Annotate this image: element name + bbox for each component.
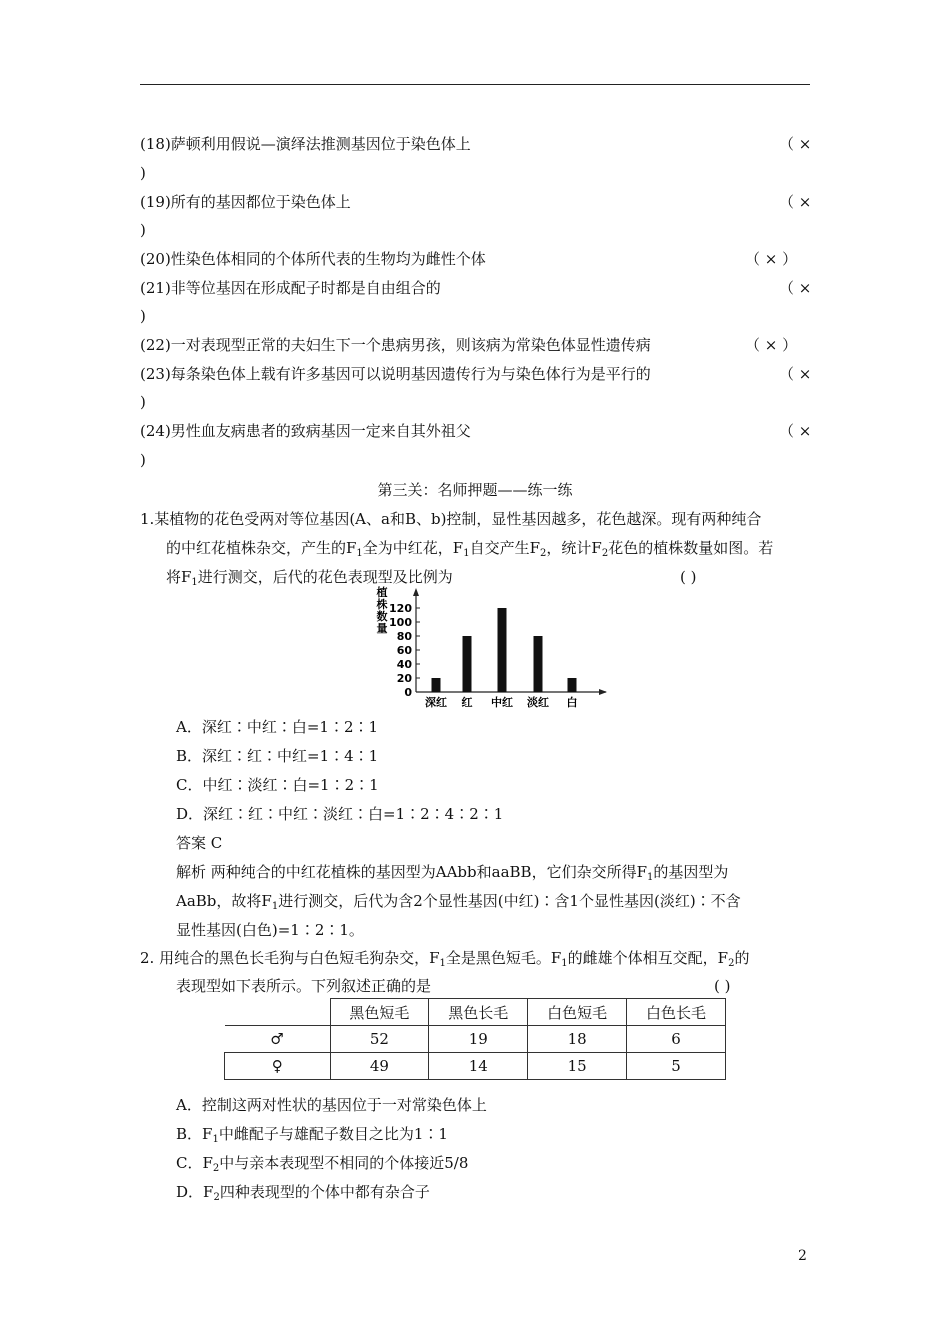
row-label-male: ♂	[225, 1026, 331, 1053]
x-categories	[425, 695, 578, 709]
q2-stem-line2: 表现型如下表所示。下列叙述正确的是	[176, 977, 432, 995]
table-row	[225, 1053, 726, 1080]
q1-stem-line3: 将$F_1$进行测交，后代的花色表现型及比例为	[166, 568, 453, 588]
q2-answer-paren: ( )	[714, 977, 731, 995]
y-axis-arrow	[413, 588, 419, 596]
bars	[432, 608, 577, 692]
y-tick-label: 120	[389, 602, 412, 615]
chart-axes	[413, 588, 607, 695]
category-label: 红	[461, 696, 473, 709]
table-header-row	[225, 999, 726, 1026]
y-tick-label: 80	[396, 630, 412, 643]
table-corner	[225, 999, 331, 1026]
wrap-24: )	[140, 451, 146, 469]
y-axis-label-char: 数	[376, 610, 388, 623]
bar-淡红	[534, 636, 543, 692]
y-tick-label: 0	[404, 686, 412, 699]
category-label: 中红	[491, 696, 513, 709]
table-cell: 6	[627, 1026, 726, 1053]
mark-22: （ × ）	[745, 336, 798, 354]
table-cell: 14	[429, 1053, 528, 1080]
bar-红	[463, 636, 472, 692]
y-tick-label: 40	[396, 658, 412, 671]
statement-18: (18)萨顿利用假说—演绎法推测基因位于染色体上	[140, 135, 471, 153]
q1-option-a: A．深红∶中红∶白=1∶2∶1	[176, 718, 379, 736]
y-axis-label-char: 植	[376, 586, 388, 599]
table-cell: 52	[330, 1026, 429, 1053]
table-cell: 15	[528, 1053, 627, 1080]
q1-answer-paren: ( )	[680, 568, 697, 586]
y-axis-label	[376, 585, 388, 635]
table-header: 白色短毛	[528, 999, 627, 1026]
y-tick-label: 100	[389, 616, 412, 629]
mark-20: （ × ）	[745, 250, 798, 268]
statement-20: (20)性染色体相同的个体所代表的生物均为雌性个体	[140, 250, 486, 268]
phenotype-table	[224, 998, 726, 1080]
page-number: 2	[798, 1248, 807, 1264]
table-cell: 19	[429, 1026, 528, 1053]
q2-option-a: A．控制这两对性状的基因位于一对常染色体上	[176, 1096, 487, 1114]
statement-22: (22)一对表现型正常的夫妇生下一个患病男孩，则该病为常染色体显性遗传病	[140, 336, 651, 354]
q1-option-b: B．深红∶红∶中红=1∶4∶1	[176, 747, 379, 765]
wrap-23: )	[140, 393, 146, 411]
mark-19: （ ×	[779, 193, 812, 211]
flower-color-bar-chart	[370, 584, 615, 710]
table-cell: 49	[330, 1053, 429, 1080]
table-cell: 5	[627, 1053, 726, 1080]
table-row	[225, 1026, 726, 1053]
q1-explanation-line2: AaBb，故将$F_1$进行测交，后代为含2个显性基因(中红)∶含1个显性基因(淡红)∶不含	[176, 892, 741, 912]
statement-19: (19)所有的基因都位于染色体上	[140, 193, 351, 211]
q2-option-c: C．$F_2$中与亲本表现型不相同的个体接近5/8	[176, 1154, 469, 1174]
statement-24: (24)男性血友病患者的致病基因一定来自其外祖父	[140, 422, 471, 440]
wrap-21: )	[140, 307, 146, 325]
category-label: 白	[566, 696, 578, 709]
q1-answer: 答案 C	[176, 834, 223, 852]
header-rule	[140, 84, 810, 85]
bar-白	[568, 678, 577, 692]
table-cell: 18	[528, 1026, 627, 1053]
x-axis-arrow	[599, 689, 607, 695]
mark-18: （ ×	[779, 135, 812, 153]
q1-option-d: D．深红∶红∶中红∶淡红∶白=1∶2∶4∶2∶1	[176, 805, 504, 823]
wrap-18: )	[140, 164, 146, 182]
category-label: 深红	[425, 696, 447, 709]
statement-23: (23)每条染色体上载有许多基因可以说明基因遗传行为与染色体行为是平行的	[140, 365, 651, 383]
y-tick-label: 20	[396, 672, 412, 685]
mark-23: （ ×	[779, 365, 812, 383]
mark-21: （ ×	[779, 279, 812, 297]
bar-中红	[498, 608, 507, 692]
q1-stem-line1: 1.某植物的花色受两对等位基因(A、a和B、b)控制，显性基因越多，花色越深。现有两种纯合	[140, 510, 762, 528]
statement-21: (21)非等位基因在形成配子时都是自由组合的	[140, 279, 441, 297]
category-label: 淡红	[527, 696, 549, 709]
q1-option-c: C．中红∶淡红∶白=1∶2∶1	[176, 776, 379, 794]
y-tick-label: 60	[396, 644, 412, 657]
q2-option-d: D．$F_2$四种表现型的个体中都有杂合子	[176, 1183, 430, 1203]
table-header: 白色长毛	[627, 999, 726, 1026]
q2-stem-line1: 2. 用纯合的黑色长毛狗与白色短毛狗杂交，$F_1$全是黑色短毛。$F_1$的雌雄个体相互交配，$F_2$的	[140, 949, 750, 969]
q1-explanation-line1: 解析 两种纯合的中红花植株的基因型为AAbb和aaBB，它们杂交所得$F_1$的基因型为	[176, 863, 729, 883]
q1-explanation-line3: 显性基因(白色)=1∶2∶1。	[176, 921, 364, 939]
q1-stem-line2: 的中红花植株杂交，产生的$F_1$全为中红花，$F_1$自交产生$F_2$，统计$F_2$花色的植株数量如图。若	[166, 539, 774, 559]
wrap-19: )	[140, 221, 146, 239]
row-label-female: ♀	[225, 1053, 331, 1080]
section-title: 第三关：名师押题——练一练	[377, 481, 573, 499]
bar-深红	[432, 678, 441, 692]
y-axis-label-char: 株	[376, 598, 388, 611]
table-header: 黑色长毛	[429, 999, 528, 1026]
table-header: 黑色短毛	[330, 999, 429, 1026]
y-ticks	[389, 602, 420, 699]
q2-option-b: B．$F_1$中雌配子与雄配子数目之比为1∶1	[176, 1125, 448, 1145]
mark-24: （ ×	[779, 422, 812, 440]
y-axis-label-char: 量	[376, 622, 388, 635]
